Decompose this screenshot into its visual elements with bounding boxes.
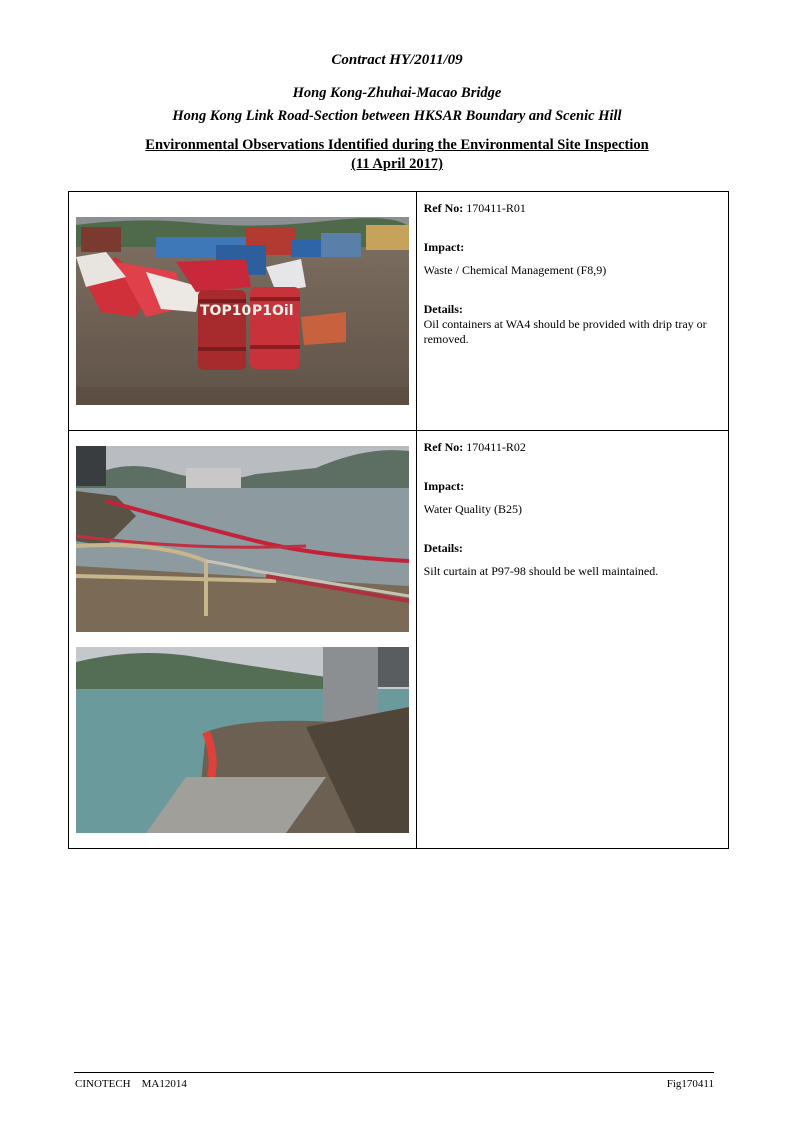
silt-curtain-image-1: [76, 446, 409, 632]
details-value: Silt curtain at P97-98 should be well maintained.: [423, 564, 659, 578]
project-name: Hong Kong-Zhuhai-Macao Bridge: [292, 85, 502, 101]
inspection-date: (11 April 2017): [351, 156, 443, 172]
footer-company: CINOTECH MA12014: [75, 1078, 187, 1090]
observation-row: [69, 192, 729, 431]
document-title: Environmental Observations Identified during the Environmental Site Inspection: [145, 137, 649, 153]
observation-text-cell: [416, 192, 728, 431]
photo-cell: [69, 192, 417, 431]
drum-label-2: P1Oil: [252, 303, 294, 319]
site-photo-silt-curtain-1: [76, 446, 409, 632]
ref-label: Ref No:: [423, 440, 464, 454]
site-photo-oil-drums: [76, 217, 409, 405]
impact-value: Waste / Chemical Management (F8,9): [423, 263, 607, 277]
impact-value: Water Quality (B25): [423, 502, 522, 516]
contract-number: Contract HY/2011/09: [331, 52, 463, 68]
silt-curtain-image-2: [76, 647, 409, 833]
impact-label: Impact:: [423, 479, 465, 493]
ref-label: Ref No:: [423, 201, 464, 215]
observations-table: [68, 191, 729, 849]
ref-number: 170411-R01: [466, 201, 526, 215]
observation-row: [69, 431, 729, 849]
footer-figure-number: Fig170411: [666, 1078, 714, 1090]
details-label: Details:: [423, 541, 463, 555]
details-value: Oil containers at WA4 should be provided with drip tray or removed.: [423, 317, 707, 346]
footer-divider: [74, 1072, 714, 1073]
details-label: Details:: [423, 302, 463, 316]
photo-cell: [69, 431, 417, 849]
project-section: Hong Kong Link Road-Section between HKSAR Boundary and Scenic Hill: [172, 108, 622, 124]
observation-text-cell: [416, 431, 728, 849]
drum-label-1: TOP10: [200, 303, 252, 319]
ref-number: 170411-R02: [466, 440, 526, 454]
oil-drums-image: [76, 217, 409, 405]
impact-label: Impact:: [423, 240, 465, 254]
site-photo-silt-curtain-2: [76, 647, 409, 833]
